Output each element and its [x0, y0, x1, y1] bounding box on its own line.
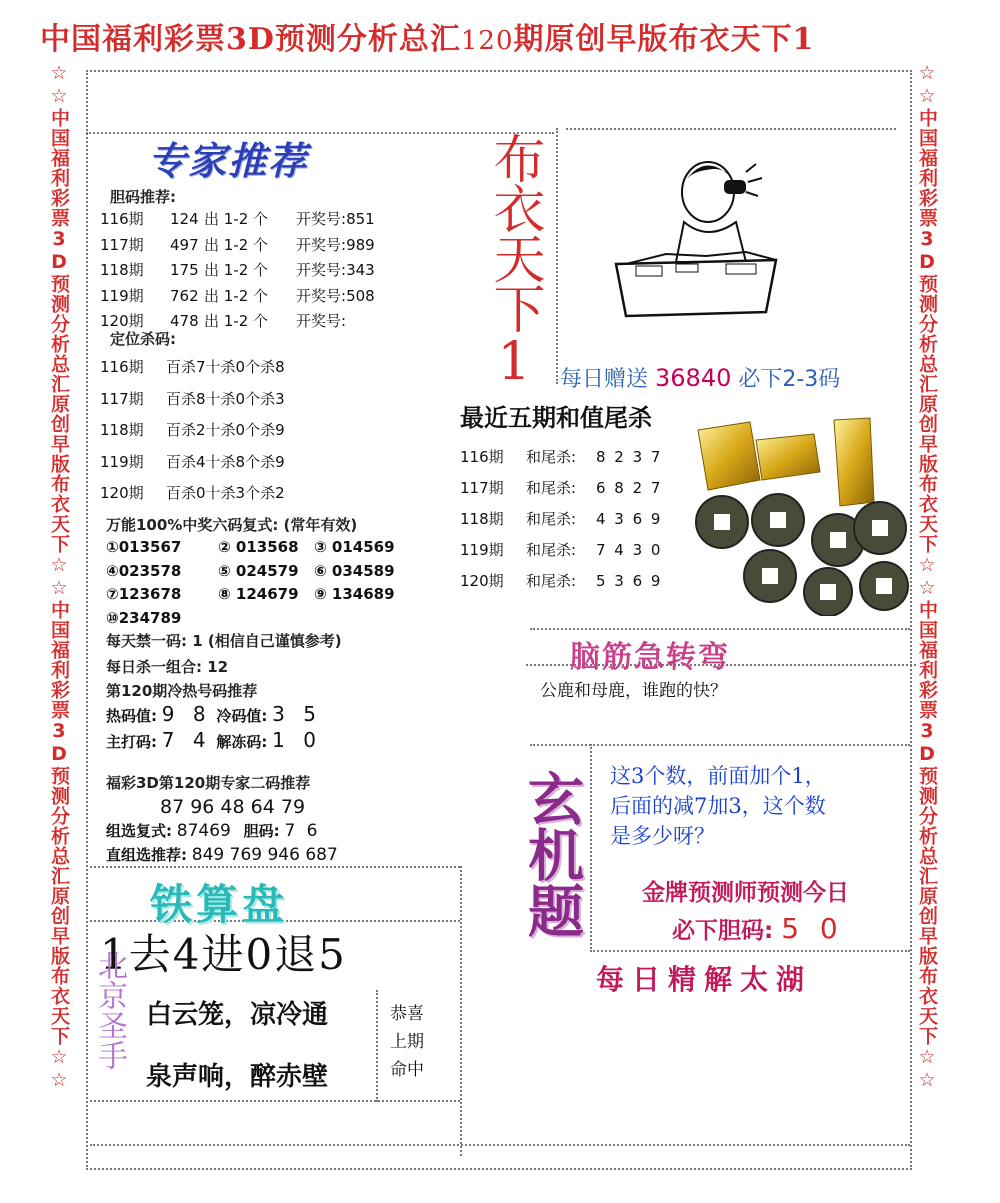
- six-code-row: [106, 585, 410, 603]
- kill-row: [100, 451, 285, 472]
- main-value: 7 4: [161, 728, 212, 752]
- sum-tail-row: [460, 508, 662, 529]
- sum-label: 和尾杀:: [526, 572, 577, 590]
- side-text-left: ☆☆中国福利彩票3D预测分析总汇原创早版布衣天下☆☆中国福利彩票3D预测分析总汇原创早版布衣天下☆☆: [48, 62, 70, 1092]
- draw-number: 851: [346, 210, 375, 228]
- six-code: ⑧ 124679: [218, 585, 299, 603]
- hit-count: 出 1-2 个: [204, 261, 269, 279]
- beijing-title: 北京圣手: [92, 950, 127, 1070]
- kill-row: [100, 356, 285, 377]
- hot-cold-row: [106, 702, 322, 726]
- divider: [90, 1144, 910, 1146]
- gift-code: 36840: [655, 364, 732, 392]
- dan-code: 478: [170, 312, 199, 330]
- hit-count: 出 1-2 个: [204, 235, 269, 254]
- sum-tail-row: [460, 539, 662, 560]
- dan-code: 124: [170, 210, 199, 228]
- dan-row: [100, 259, 375, 280]
- gift-text: 每日赠送: [560, 367, 649, 392]
- direct-label: 直组选推荐:: [106, 846, 187, 864]
- expert-title: 专家推荐: [148, 138, 309, 183]
- brain-teaser-question: 公鹿和母鹿，谁跑的快？: [540, 681, 727, 701]
- sum-label: 和尾杀:: [526, 479, 577, 497]
- six-code: ④023578: [106, 561, 182, 580]
- period: 116期: [460, 448, 504, 466]
- hot-value: 9 8: [161, 702, 212, 726]
- thaw-value: 1 0: [272, 728, 322, 752]
- period: 119期: [460, 541, 504, 559]
- period: 116期: [100, 210, 144, 228]
- sum-label: 和尾杀:: [526, 541, 577, 559]
- poem-line-1: 白云笼，凉冷通: [146, 1000, 329, 1030]
- group-label: 组选复式:: [106, 822, 172, 840]
- kill-row: [100, 419, 285, 440]
- dan-label: 胆码推荐:: [110, 188, 176, 206]
- mystery-line: 这3个数，前面加个1，: [610, 764, 826, 788]
- six-code-row: [106, 609, 410, 627]
- period: 118期: [460, 510, 504, 528]
- hot-label: 热码值:: [106, 707, 157, 725]
- period: 117期: [460, 479, 504, 497]
- group-value: 87469: [176, 821, 231, 841]
- draw-label: 开奖号:: [296, 312, 347, 330]
- six-code: ⑦123678: [106, 585, 182, 603]
- congrats-text: [390, 1000, 424, 1084]
- mystery-question: [610, 762, 826, 851]
- congrats-line: 上期: [390, 1032, 424, 1053]
- divider: [90, 866, 460, 868]
- thaw-label: 解冻码:: [216, 733, 268, 751]
- dan2-label: 胆码:: [243, 822, 280, 840]
- sum-value: 7 4 3 0: [596, 541, 663, 559]
- period: 117期: [100, 235, 144, 254]
- dan-row: [100, 285, 375, 306]
- abacus-title: 铁算盘: [150, 880, 289, 929]
- divider: [376, 990, 378, 1102]
- sum-value: 8 2 3 7: [596, 448, 663, 466]
- dan-row: [100, 234, 375, 255]
- period: 120期: [100, 484, 144, 502]
- draw-number: 343: [346, 261, 375, 279]
- congrats-line: 命中: [390, 1060, 424, 1081]
- hit-count: 出 1-2 个: [204, 286, 269, 305]
- period: 117期: [100, 389, 144, 408]
- sum-value: 6 8 2 7: [596, 479, 663, 497]
- dan-code: 175: [170, 261, 199, 279]
- six-code: ⑨ 134689: [314, 585, 395, 603]
- dan-code: 762: [170, 286, 199, 305]
- divider: [460, 866, 462, 1156]
- cold-value: 3 5: [272, 702, 322, 726]
- taihu-title: 每日精解太湖: [596, 963, 813, 996]
- kill-text: 百杀8十杀0个杀3: [166, 389, 285, 408]
- main-thaw-row: [106, 728, 322, 752]
- two-code-label: 福彩3D第120期专家二码推荐: [106, 774, 311, 792]
- cold-label: 冷码值:: [216, 707, 268, 725]
- page-title: 中国福利彩票3D预测分析总汇120期原创早版布衣天下1: [40, 22, 815, 57]
- six-code: ⑤ 024579: [218, 561, 299, 580]
- brain-teaser-title: 脑筋急转弯: [570, 640, 730, 675]
- six-code: ①013567: [106, 538, 182, 556]
- dan-row: [100, 208, 375, 229]
- sum-value: 5 3 6 9: [596, 572, 663, 590]
- must-dan-line: [672, 912, 844, 945]
- gold-bars-coins-icon: [694, 410, 910, 616]
- sum-tail-row: [460, 570, 662, 591]
- side-text-right: ☆☆中国福利彩票3D预测分析总汇原创早版布衣天下☆☆中国福利彩票3D预测分析总汇原创早版布衣天下☆☆: [916, 62, 938, 1092]
- divider: [530, 628, 910, 630]
- six-code-row: [106, 538, 410, 556]
- draw-label: 开奖号:: [296, 235, 347, 254]
- six-code: ⑩234789: [106, 608, 182, 627]
- draw-number: 989: [346, 235, 375, 254]
- kill-label: 定位杀码:: [110, 330, 176, 348]
- sum-label: 和尾杀:: [526, 510, 577, 528]
- mystery-line: 是多少呀？: [610, 823, 715, 848]
- divider: [90, 1100, 460, 1102]
- draw-label: 开奖号:: [296, 286, 347, 305]
- draw-label: 开奖号:: [296, 210, 347, 228]
- hit-count: 出 1-2 个: [204, 312, 269, 330]
- period: 118期: [100, 421, 144, 439]
- sum-value: 4 3 6 9: [596, 510, 663, 528]
- abacus-line: 1去4进0退5: [100, 930, 347, 979]
- two-codes: 87 96 48 64 79: [160, 796, 306, 818]
- must-dan-digits: 5 0: [781, 912, 844, 945]
- six-code: ③ 014569: [314, 538, 395, 556]
- divider: [590, 950, 910, 952]
- kill-text: 百杀0十杀3个杀2: [166, 484, 285, 502]
- ban-one-code: 每天禁一码: 1 (相信自己谨慎参考): [106, 632, 342, 650]
- period: 120期: [100, 312, 144, 330]
- divider: [556, 128, 558, 384]
- six-code-row: [106, 562, 410, 580]
- kill-text: 百杀4十杀8个杀9: [166, 452, 285, 471]
- six-code: ⑥ 034589: [314, 561, 395, 580]
- period: 116期: [100, 358, 144, 376]
- dan2-value: 7 6: [284, 821, 321, 841]
- dan-code: 497: [170, 235, 199, 254]
- period: 119期: [100, 286, 144, 305]
- direct-row: [106, 844, 338, 865]
- kill-row: [100, 388, 285, 409]
- kill-text: 百杀7十杀0个杀8: [166, 358, 285, 376]
- man-on-phone-icon: [596, 152, 796, 322]
- sum-tail-row: [460, 446, 662, 467]
- hotcold-label: 第120期冷热号码推荐: [106, 682, 258, 700]
- daily-gift: [560, 362, 840, 393]
- period: 119期: [100, 452, 144, 471]
- gift-tail: 必下2-3码: [738, 367, 841, 392]
- sum-label: 和尾杀:: [526, 448, 577, 466]
- six-code: ② 013568: [218, 538, 299, 556]
- direct-value: 849 769 946 687: [191, 845, 338, 865]
- divider: [590, 744, 592, 952]
- period: 118期: [100, 261, 144, 279]
- hit-count: 出 1-2 个: [204, 210, 269, 228]
- must-dan-label: 必下胆码:: [672, 918, 774, 944]
- kill-row: [100, 482, 285, 503]
- gold-predictor-line: 金牌预测师预测今日: [642, 880, 849, 906]
- poem-line-2: 泉声响，醉赤壁: [146, 1062, 329, 1092]
- mystery-line: 后面的减7加3，这个数: [610, 793, 826, 818]
- draw-label: 开奖号:: [296, 261, 347, 279]
- brand-vertical: 布衣天下1: [484, 132, 544, 390]
- kill-text: 百杀2十杀0个杀9: [166, 421, 285, 439]
- period: 120期: [460, 572, 504, 590]
- group-row: [106, 820, 320, 841]
- sum-tail-row: [460, 477, 662, 498]
- sum-tail-title: 最近五期和值尾杀: [460, 403, 652, 432]
- main-label: 主打码:: [106, 733, 157, 751]
- divider: [530, 744, 910, 746]
- draw-number: 508: [346, 286, 375, 305]
- mystery-title: 玄机题: [519, 770, 585, 938]
- kill-combo: 每日杀一组合: 12: [106, 658, 229, 676]
- divider: [566, 128, 896, 130]
- congrats-line: 恭喜: [390, 1004, 424, 1024]
- six-code-label: 万能100%中奖六码复式: (常年有效): [106, 516, 358, 534]
